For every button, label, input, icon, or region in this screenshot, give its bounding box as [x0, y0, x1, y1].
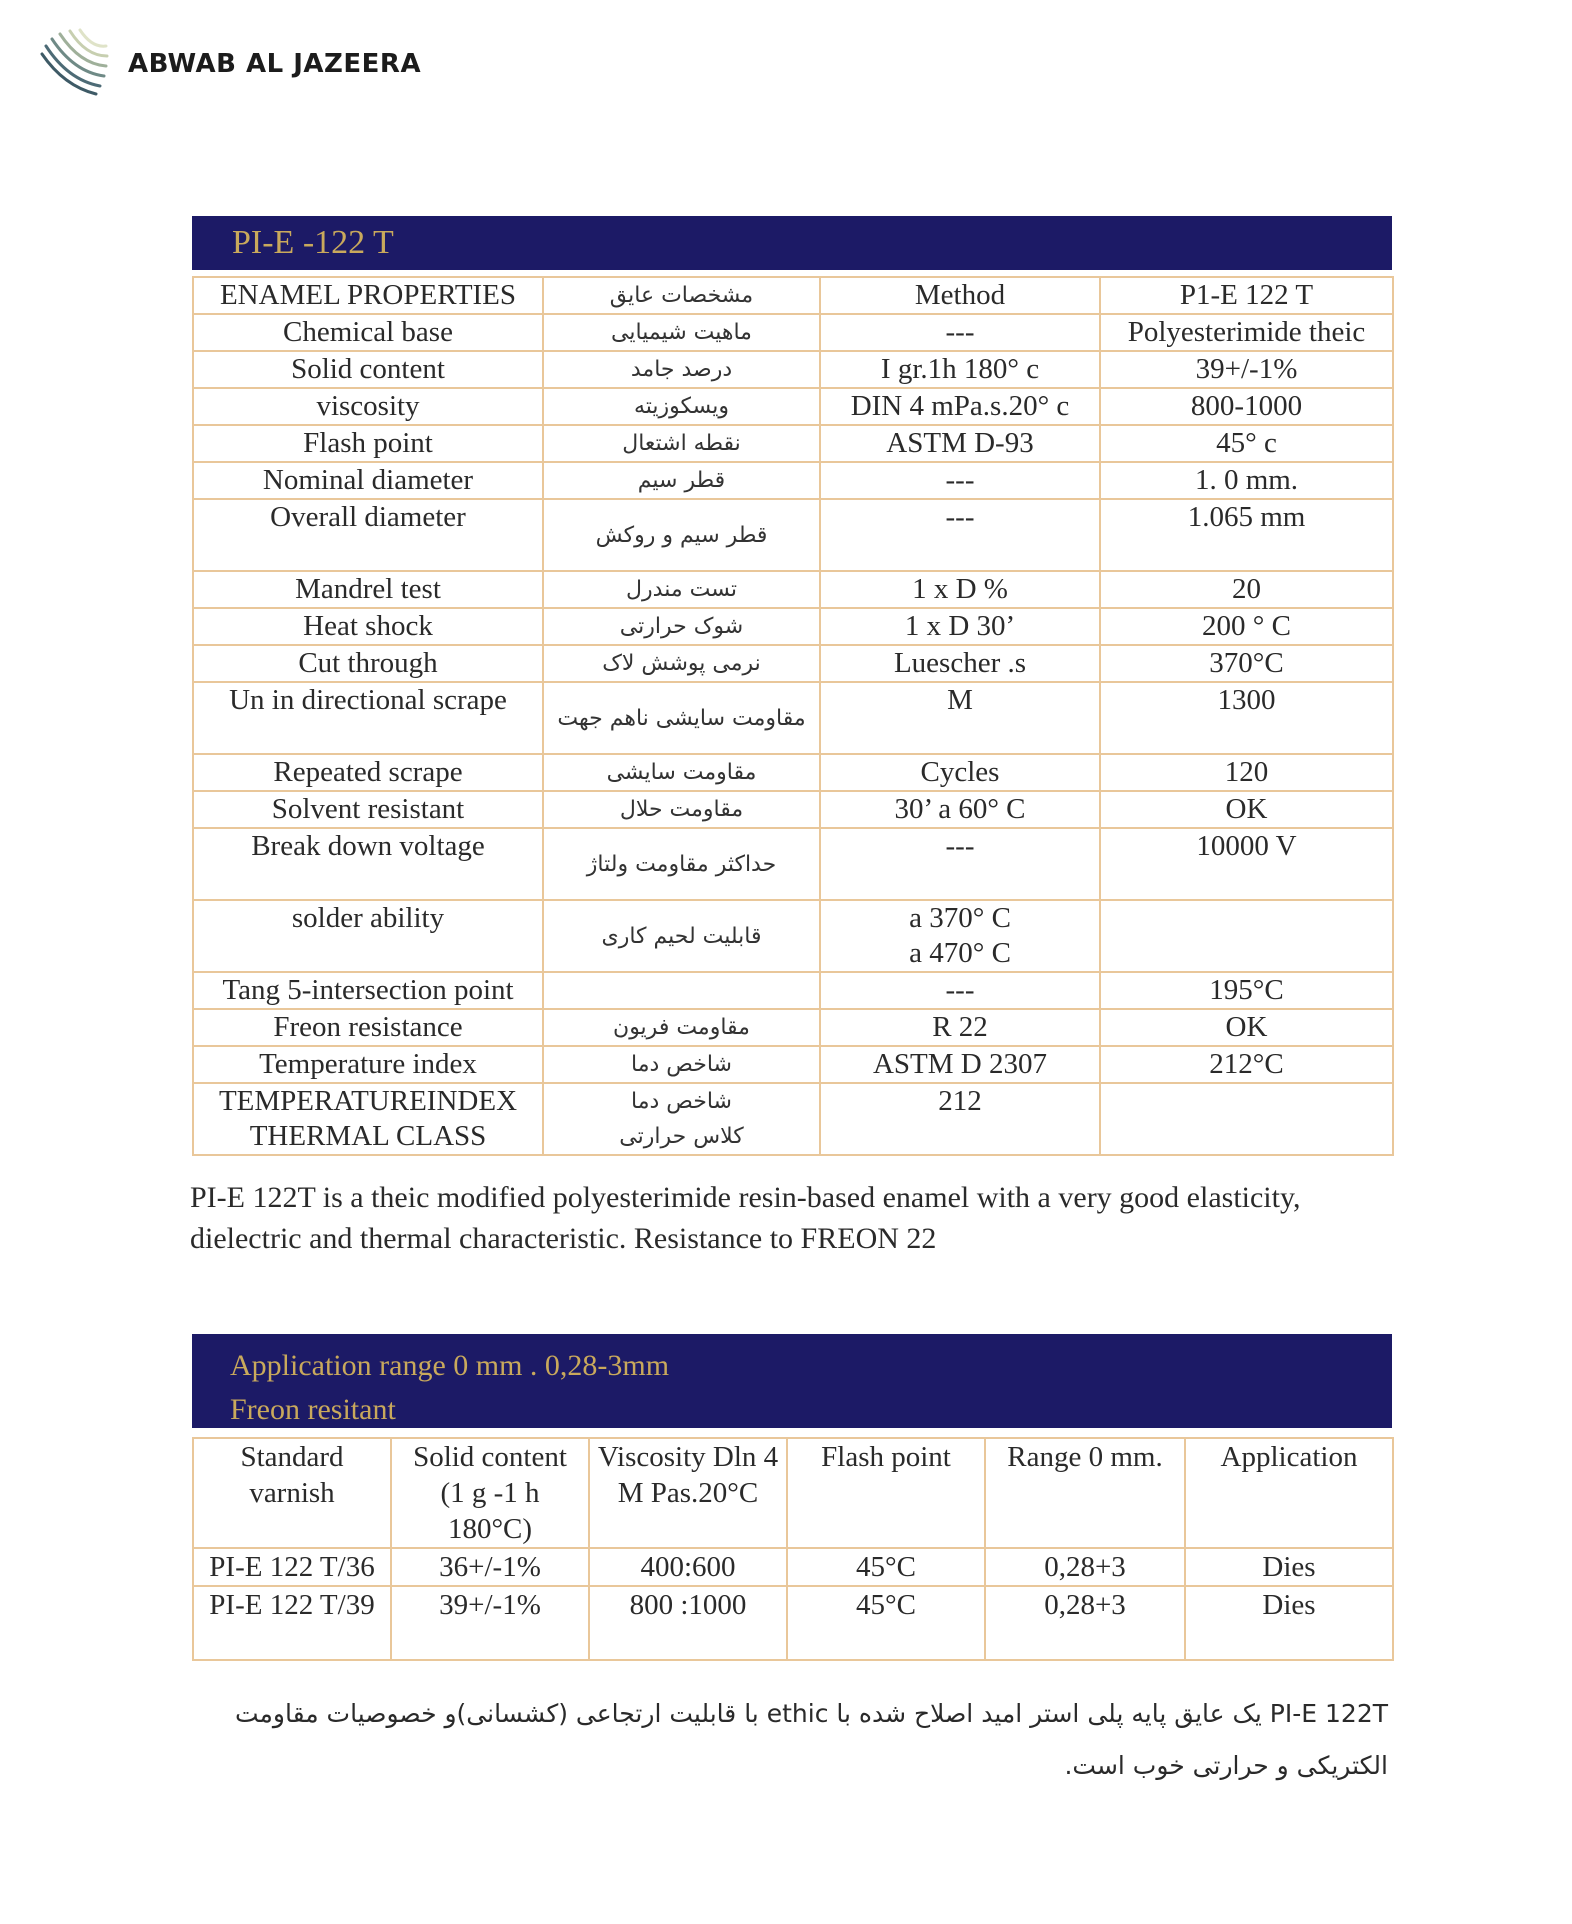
column-header: Application [1185, 1438, 1393, 1548]
brand-name: ABWAB AL JAZEERA [128, 49, 422, 79]
column-header: P1-E 122 T [1100, 277, 1393, 314]
property-value: 39+/-1% [1100, 351, 1393, 388]
application-subtitle: Freon resitant [230, 1393, 396, 1426]
property-method [820, 900, 1100, 972]
property-method: --- [820, 462, 1100, 499]
property-name-fa: قابلیت لحیم کاری [543, 900, 820, 972]
property-name-fa: قطر سیم و روکش [543, 499, 820, 571]
property-name-fa: شاخص دما [543, 1046, 820, 1083]
property-value: 195°C [1100, 972, 1393, 1009]
table-cell: 400:600 [589, 1548, 787, 1586]
table-cell: Dies [1185, 1548, 1393, 1586]
table-row [193, 571, 1393, 608]
property-name-line: THERMAL CLASS [249, 1120, 487, 1152]
description-line: dielectric and thermal characteristic. Resistance to FREON 22 [190, 1222, 937, 1255]
table-row [193, 1009, 1393, 1046]
property-name-fa [543, 972, 820, 1009]
property-name [193, 1083, 543, 1155]
property-method: --- [820, 499, 1100, 571]
property-method: ASTM D-93 [820, 425, 1100, 462]
table-cell: PI-E 122 T/36 [193, 1548, 391, 1586]
table-row [193, 314, 1393, 351]
table-header-row [193, 277, 1393, 314]
column-header: Viscosity Dln 4 M Pas.20°C [589, 1438, 787, 1548]
property-name: Temperature index [193, 1046, 543, 1083]
column-header: Range 0 mm. [985, 1438, 1185, 1548]
table-cell: 36+/-1% [391, 1548, 589, 1586]
property-name-fa: مقاومت سایشی ناهم جهت [543, 682, 820, 754]
table-row [193, 351, 1393, 388]
property-name-fa: درصد جامد [543, 351, 820, 388]
property-name-fa-line: کلاس حرارتی [619, 1124, 744, 1149]
table-cell: 800 :1000 [589, 1586, 787, 1660]
property-method: 1 x D 30’ [820, 608, 1100, 645]
property-method: 1 x D % [820, 571, 1100, 608]
property-name-fa: تست مندرل [543, 571, 820, 608]
property-name-fa: نقطه اشتعال [543, 425, 820, 462]
property-value: 120 [1100, 754, 1393, 791]
table-row [193, 1083, 1393, 1155]
table-row [193, 425, 1393, 462]
property-method: M [820, 682, 1100, 754]
property-name-fa: شوک حرارتی [543, 608, 820, 645]
table-row [193, 645, 1393, 682]
property-name-fa: مقاومت فریون [543, 1009, 820, 1046]
brand-logo [34, 28, 421, 100]
property-method: Cycles [820, 754, 1100, 791]
property-name: Overall diameter [193, 499, 543, 571]
property-name: Break down voltage [193, 828, 543, 900]
table-cell: 0,28+3 [985, 1586, 1185, 1660]
table-row [193, 1586, 1393, 1660]
property-method: Luescher .s [820, 645, 1100, 682]
wing-logo-icon [34, 28, 110, 100]
property-name: solder ability [193, 900, 543, 972]
method-line: a 470° C [909, 937, 1011, 969]
table-cell: 0,28+3 [985, 1548, 1185, 1586]
property-name: Chemical base [193, 314, 543, 351]
description-english [190, 1177, 1410, 1259]
property-name-fa: ویسکوزیته [543, 388, 820, 425]
property-value: 10000 V [1100, 828, 1393, 900]
table-row [193, 499, 1393, 571]
property-name: Cut through [193, 645, 543, 682]
table-cell: 45°C [787, 1548, 985, 1586]
table-cell: 45°C [787, 1586, 985, 1660]
property-name-fa: نرمی پوشش لاک [543, 645, 820, 682]
property-method: --- [820, 314, 1100, 351]
application-header [192, 1334, 1392, 1428]
column-header: Standard varnish [193, 1438, 391, 1548]
column-header: Method [820, 277, 1100, 314]
property-name-fa [543, 1083, 820, 1155]
property-value [1100, 900, 1393, 972]
table-cell: Dies [1185, 1586, 1393, 1660]
description-line: PI-E 122T یک عایق پایه پلی استر امید اصلاح شده با ethic با قابلیت ارتجاعی (کشسانی)و خصوصیات مقاومت [234, 1699, 1388, 1728]
property-value: 800-1000 [1100, 388, 1393, 425]
application-range-title: Application range 0 mm . 0,28-3mm [230, 1349, 670, 1382]
property-value: 200 ° C [1100, 608, 1393, 645]
table-header-row [193, 1438, 1393, 1548]
property-name: Freon resistance [193, 1009, 543, 1046]
table-row [193, 1548, 1393, 1586]
description-line: الکتریکی و حرارتی خوب است. [1064, 1751, 1388, 1780]
property-name: Heat shock [193, 608, 543, 645]
property-name-fa-line: شاخص دما [631, 1089, 732, 1114]
property-value: Polyesterimide theic [1100, 314, 1393, 351]
properties-table [192, 276, 1394, 1156]
property-name: Solid content [193, 351, 543, 388]
property-value: OK [1100, 791, 1393, 828]
table-row [193, 462, 1393, 499]
table-row [193, 608, 1393, 645]
property-name-fa: حداکثر مقاومت ولتاژ [543, 828, 820, 900]
property-name: Flash point [193, 425, 543, 462]
table-row [193, 900, 1393, 972]
property-value: 370°C [1100, 645, 1393, 682]
applications-table [192, 1437, 1394, 1661]
property-value: 45° c [1100, 425, 1393, 462]
column-header: Solid content (1 g -1 h 180°C) [391, 1438, 589, 1548]
property-value: 1.065 mm [1100, 499, 1393, 571]
property-value: 1300 [1100, 682, 1393, 754]
property-method: --- [820, 972, 1100, 1009]
column-header: مشخصات عایق [543, 277, 820, 314]
property-name: Un in directional scrape [193, 682, 543, 754]
property-method: R 22 [820, 1009, 1100, 1046]
property-name: viscosity [193, 388, 543, 425]
table-cell: PI-E 122 T/39 [193, 1586, 391, 1660]
property-method: ASTM D 2307 [820, 1046, 1100, 1083]
table-row [193, 791, 1393, 828]
table-cell: 39+/-1% [391, 1586, 589, 1660]
property-name-fa: مقاومت سایشی [543, 754, 820, 791]
column-header: Flash point [787, 1438, 985, 1548]
property-name: Mandrel test [193, 571, 543, 608]
property-method: --- [820, 828, 1100, 900]
property-value: 212°C [1100, 1046, 1393, 1083]
property-name-fa: ماهیت شیمیایی [543, 314, 820, 351]
table-row [193, 828, 1393, 900]
column-header: ENAMEL PROPERTIES [193, 277, 543, 314]
property-value [1100, 1083, 1393, 1155]
property-value: OK [1100, 1009, 1393, 1046]
property-name: Tang 5-intersection point [193, 972, 543, 1009]
property-name-fa: قطر سیم [543, 462, 820, 499]
method-line: a 370° C [909, 902, 1011, 934]
product-title: PI-E -122 T [232, 224, 394, 261]
table-row [193, 972, 1393, 1009]
property-name-line: TEMPERATUREINDEX [218, 1085, 518, 1117]
property-name: Nominal diameter [193, 462, 543, 499]
description-line: PI-E 122T is a theic modified polyesterimide resin-based enamel with a very good elasticity, [190, 1181, 1301, 1214]
description-persian [188, 1688, 1388, 1792]
property-name: Solvent resistant [193, 791, 543, 828]
property-name: Repeated scrape [193, 754, 543, 791]
property-value: 1. 0 mm. [1100, 462, 1393, 499]
property-method: I gr.1h 180° c [820, 351, 1100, 388]
property-value: 20 [1100, 571, 1393, 608]
property-method: DIN 4 mPa.s.20° c [820, 388, 1100, 425]
property-name-fa: مقاومت حلال [543, 791, 820, 828]
property-method: 212 [820, 1083, 1100, 1155]
table-row [193, 754, 1393, 791]
table-row [193, 682, 1393, 754]
table-row [193, 1046, 1393, 1083]
table-row [193, 388, 1393, 425]
property-method: 30’ a 60° C [820, 791, 1100, 828]
product-header [192, 216, 1392, 270]
